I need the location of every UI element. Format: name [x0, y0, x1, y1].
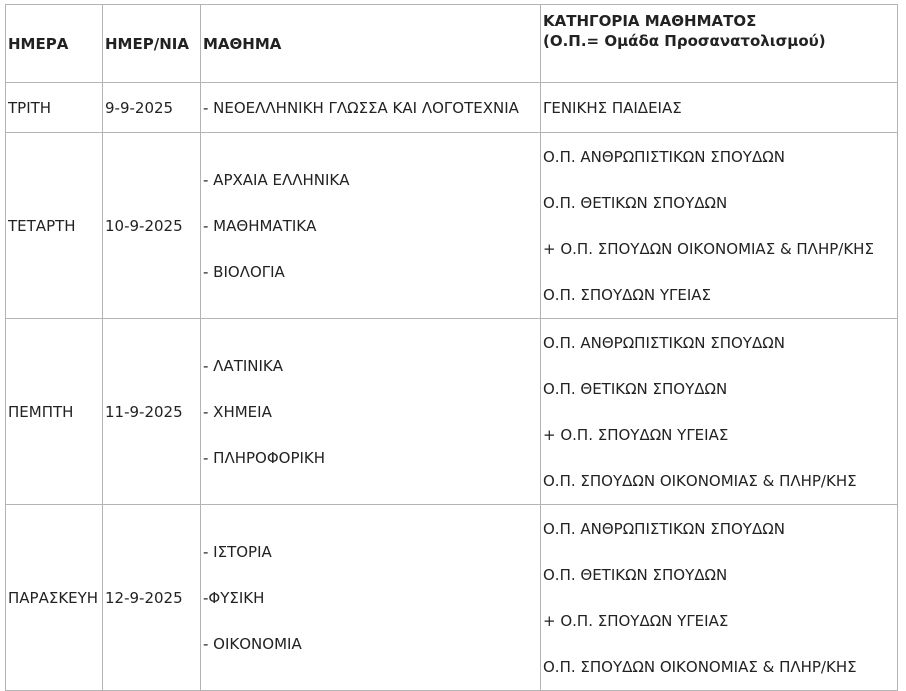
subject-cell	[201, 319, 541, 505]
subject-item: -ΦΥΣΙΚΗ	[203, 588, 265, 607]
date-cell: 11-9-2025	[103, 319, 201, 505]
category-item: ΓΕΝΙΚΗΣ ΠΑΙΔΕΙΑΣ	[543, 98, 682, 117]
subject-cell	[201, 133, 541, 319]
subject-item: - ΜΑΘΗΜΑΤΙΚΑ	[203, 216, 317, 235]
date-cell: 10-9-2025	[103, 133, 201, 319]
category-item: Ο.Π. ΘΕΤΙΚΩΝ ΣΠΟΥΔΩΝ	[543, 193, 728, 212]
date-cell: 9-9-2025	[103, 83, 201, 133]
category-item: Ο.Π. ΣΠΟΥΔΩΝ ΟΙΚΟΝΟΜΙΑΣ & ΠΛΗΡ/ΚΗΣ	[543, 657, 857, 676]
header-category-note: (Ο.Π.= Ομάδα Προσανατολισμού)	[543, 32, 826, 50]
header-row	[6, 5, 898, 83]
header-category	[541, 5, 898, 83]
subject-item: - ΟΙΚΟΝΟΜΙΑ	[203, 634, 302, 653]
category-item: + Ο.Π. ΣΠΟΥΔΩΝ ΟΙΚΟΝΟΜΙΑΣ & ΠΛΗΡ/ΚΗΣ	[543, 239, 874, 258]
exam-schedule-table	[5, 4, 898, 691]
category-cell	[541, 319, 898, 505]
subject-cell	[201, 83, 541, 133]
category-cell	[541, 83, 898, 133]
category-item: Ο.Π. ΘΕΤΙΚΩΝ ΣΠΟΥΔΩΝ	[543, 565, 728, 584]
category-item: Ο.Π. ΣΠΟΥΔΩΝ ΟΙΚΟΝΟΜΙΑΣ & ΠΛΗΡ/ΚΗΣ	[543, 471, 857, 490]
category-item: Ο.Π. ΑΝΘΡΩΠΙΣΤΙΚΩΝ ΣΠΟΥΔΩΝ	[543, 147, 785, 166]
table-row	[6, 83, 898, 133]
header-category-title: ΚΑΤΗΓΟΡΙΑ ΜΑΘΗΜΑΤΟΣ	[543, 12, 757, 30]
category-item: Ο.Π. ΘΕΤΙΚΩΝ ΣΠΟΥΔΩΝ	[543, 379, 728, 398]
date-cell: 12-9-2025	[103, 505, 201, 691]
subject-item: - ΧΗΜΕΙΑ	[203, 402, 272, 421]
subject-item: - ΛΑΤΙΝΙΚΑ	[203, 356, 284, 375]
category-item: + Ο.Π. ΣΠΟΥΔΩΝ ΥΓΕΙΑΣ	[543, 425, 729, 444]
subject-item: - ΝΕΟΕΛΛΗΝΙΚΗ ΓΛΩΣΣΑ ΚΑΙ ΛΟΓΟΤΕΧΝΙΑ	[203, 98, 519, 117]
category-cell	[541, 133, 898, 319]
subject-cell	[201, 505, 541, 691]
category-cell	[541, 505, 898, 691]
category-item: + Ο.Π. ΣΠΟΥΔΩΝ ΥΓΕΙΑΣ	[543, 611, 729, 630]
category-item: Ο.Π. ΣΠΟΥΔΩΝ ΥΓΕΙΑΣ	[543, 285, 711, 304]
category-item: Ο.Π. ΑΝΘΡΩΠΙΣΤΙΚΩΝ ΣΠΟΥΔΩΝ	[543, 333, 785, 352]
table-row	[6, 319, 898, 505]
table-row	[6, 133, 898, 319]
subject-item: - ΑΡΧΑΙΑ ΕΛΛΗΝΙΚΑ	[203, 170, 350, 189]
category-item: Ο.Π. ΑΝΘΡΩΠΙΣΤΙΚΩΝ ΣΠΟΥΔΩΝ	[543, 519, 785, 538]
header-day: ΗΜΕΡΑ	[6, 5, 103, 83]
subject-item: - ΙΣΤΟΡΙΑ	[203, 542, 272, 561]
day-cell: ΤΕΤΑΡΤΗ	[6, 133, 103, 319]
header-subject: ΜΑΘΗΜΑ	[201, 5, 541, 83]
header-date: ΗΜΕΡ/ΝΙΑ	[103, 5, 201, 83]
subject-item: - ΠΛΗΡΟΦΟΡΙΚΗ	[203, 448, 326, 467]
table-row	[6, 505, 898, 691]
subject-item: - ΒΙΟΛΟΓΙΑ	[203, 262, 285, 281]
day-cell: ΤΡΙΤΗ	[6, 83, 103, 133]
day-cell: ΠΑΡΑΣΚΕΥΗ	[6, 505, 103, 691]
day-cell: ΠΕΜΠΤΗ	[6, 319, 103, 505]
